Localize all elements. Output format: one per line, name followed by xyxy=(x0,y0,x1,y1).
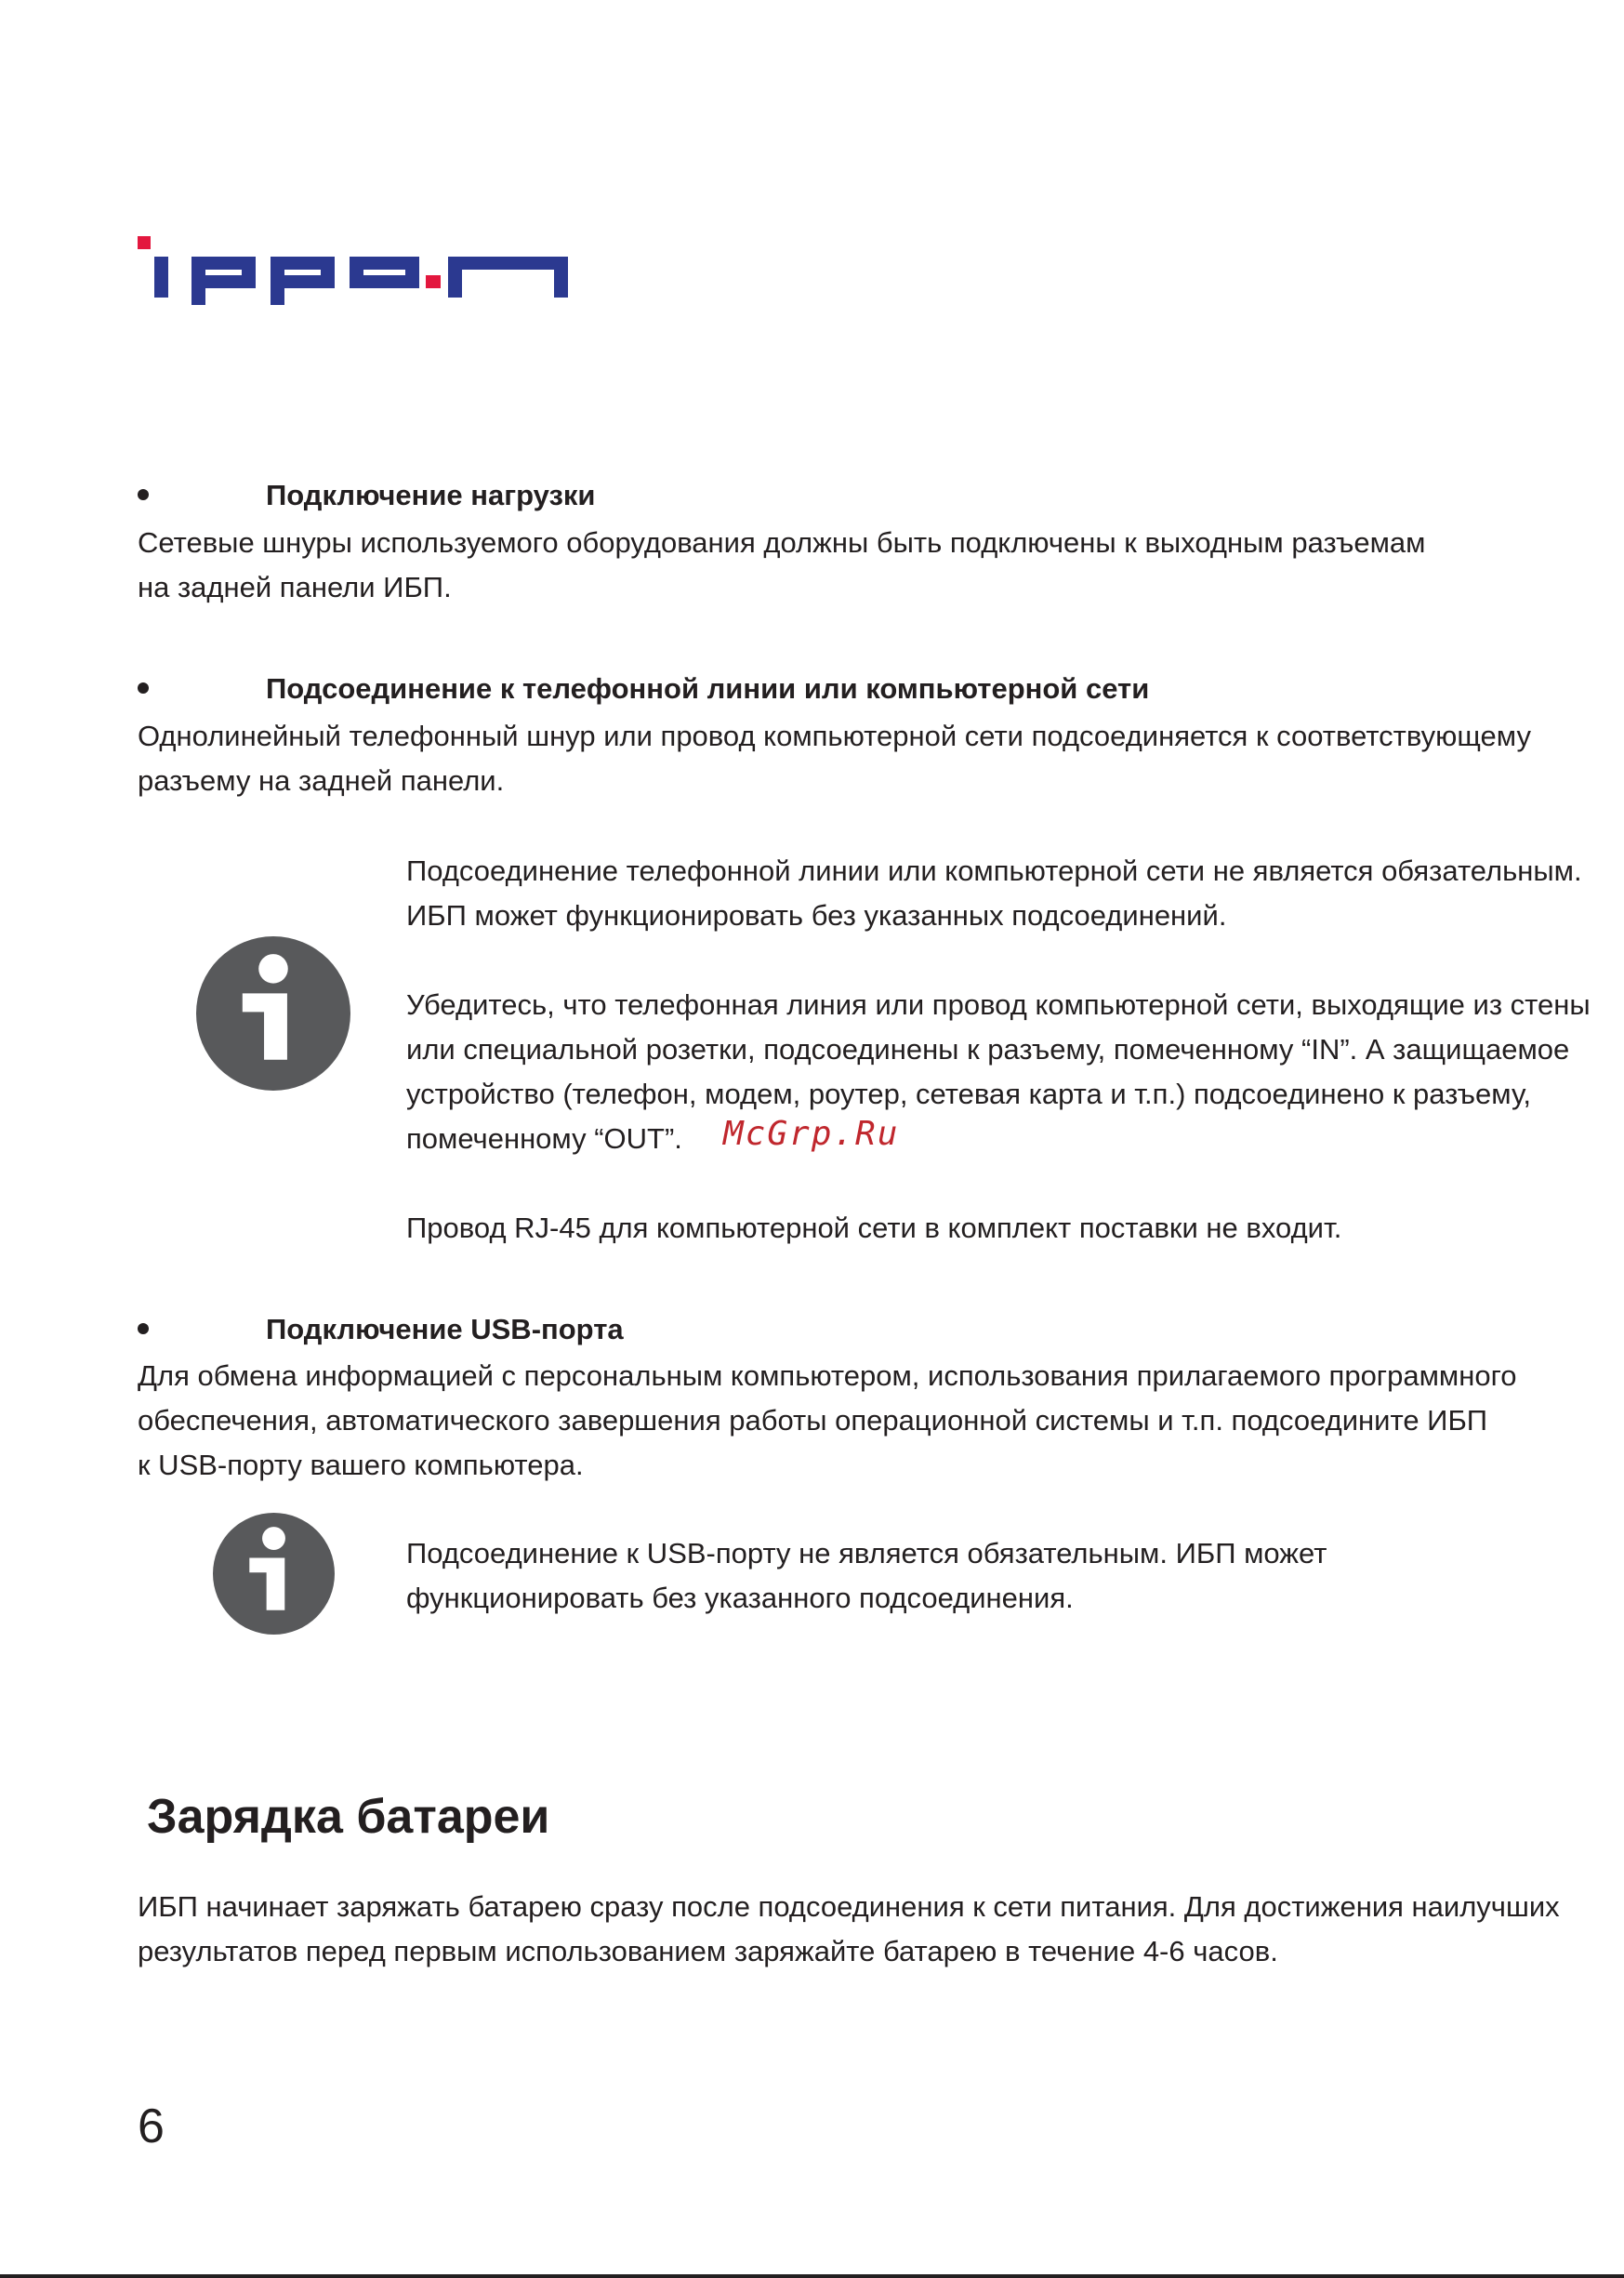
text-line: к USB-порту вашего компьютера. xyxy=(138,1449,584,1481)
text-line: результатов перед первым использованием заряжайте батарею в течение 4-6 часов. xyxy=(138,1935,1278,1967)
note-line: Убедитесь, что телефонная линия или провод компьютерной сети, выходящие из стены xyxy=(406,988,1591,1021)
heading-network-connection xyxy=(138,670,1149,708)
info-icon xyxy=(213,1513,335,1635)
note-line: помеченному “OUT”. xyxy=(406,1122,682,1155)
note-line: функционировать без указанного подсоединения. xyxy=(406,1582,1074,1614)
watermark-text: McGrp.Ru xyxy=(723,1115,900,1153)
bottom-rule xyxy=(0,2274,1624,2278)
note-line: устройство (телефон, модем, роутер, сетевая карта и т.п.) подсоединено к разъему, xyxy=(406,1078,1531,1110)
text-line: Сетевые шнуры используемого оборудования должны быть подключены к выходным разъемам xyxy=(138,526,1426,559)
usb-paragraph xyxy=(138,1354,1516,1488)
note-line: Подсоединение телефонной линии или компьютерной сети не является обязательным. xyxy=(406,854,1582,887)
text-line: на задней панели ИБП. xyxy=(138,571,452,603)
bullet-icon xyxy=(138,1323,149,1334)
usb-note xyxy=(406,1531,1327,1621)
bullet-icon xyxy=(138,682,149,694)
note-line: или специальной розетки, подсоединены к разъему, помеченному “IN”. А защищаемое xyxy=(406,1033,1570,1066)
text-line: разъему на задней панели. xyxy=(138,764,505,797)
heading-usb-connection xyxy=(138,1311,624,1348)
text-line: ИБП начинает заряжать батарею сразу после подсоединения к сети питания. Для достижения наилучших xyxy=(138,1890,1560,1923)
heading-load-connection xyxy=(138,477,595,514)
bullet-icon xyxy=(138,489,149,500)
note-line xyxy=(406,938,1591,983)
section-title-battery-charging: Зарядка батареи xyxy=(147,1790,550,1844)
heading-text: Подсоединение к телефонной линии или компьютерной сети xyxy=(266,672,1150,705)
heading-text: Подключение нагрузки xyxy=(266,479,596,511)
page-number: 6 xyxy=(138,2099,165,2153)
note-line: Провод RJ-45 для компьютерной сети в комплект поставки не входит. xyxy=(406,1212,1342,1244)
network-note xyxy=(406,849,1591,1251)
heading-text: Подключение USB-порта xyxy=(266,1313,624,1345)
load-paragraph xyxy=(138,521,1425,610)
network-paragraph xyxy=(138,714,1531,803)
text-line: Однолинейный телефонный шнур или провод компьютерной сети подсоединяется к соответствующему xyxy=(138,720,1531,752)
text-line: обеспечения, автоматического завершения работы операционной системы и т.п. подсоедините ИБП xyxy=(138,1404,1488,1437)
ippon-logo xyxy=(138,236,573,305)
info-icon xyxy=(196,936,350,1091)
note-line: Подсоединение к USB-порту не является обязательным. ИБП может xyxy=(406,1537,1327,1569)
note-line: ИБП может функционировать без указанных подсоединений. xyxy=(406,899,1227,932)
battery-paragraph xyxy=(138,1885,1560,1974)
text-line: Для обмена информацией с персональным компьютером, использования прилагаемого программного xyxy=(138,1359,1517,1392)
note-line xyxy=(406,1161,1591,1206)
